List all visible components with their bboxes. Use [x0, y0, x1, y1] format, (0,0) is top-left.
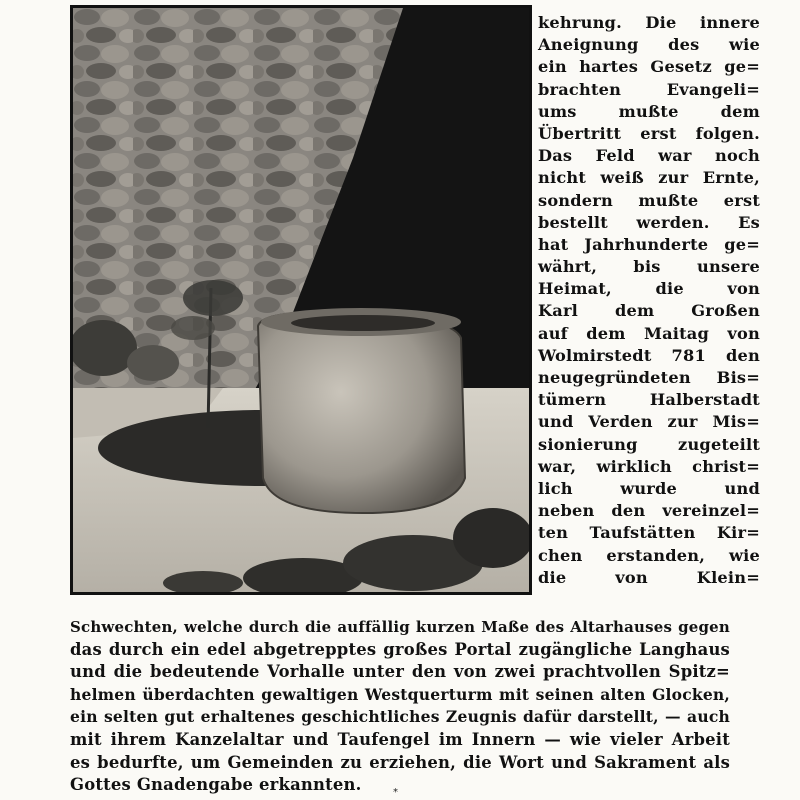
baptismal-font-photo — [70, 5, 532, 595]
text-line: sondern mußte erst — [538, 190, 760, 210]
text-line: war, wirklich christ= — [538, 456, 760, 476]
text-line: Aneignung des wie — [538, 35, 760, 55]
text-line: Das Feld war noch — [538, 146, 760, 166]
text-line: neugegründeten Bis= — [538, 368, 760, 387]
text-line: neben den vereinzel= — [538, 501, 760, 521]
text-line: chen erstanden, wie — [538, 545, 760, 565]
text-line: und Verden zur Mis= — [538, 412, 760, 432]
text-line: Karl dem Großen — [538, 301, 760, 321]
text-line: und die bedeutende Vorhalle unter den von zwei prachtvollen Spitz= — [70, 662, 730, 682]
text-line: tümern Halberstadt — [538, 390, 760, 410]
text-line: hat Jahrhunderte ge= — [538, 234, 760, 254]
text-line: Heimat, die von — [538, 279, 760, 299]
text-line: die von Klein= — [538, 567, 760, 587]
text-line: auf dem Maitag von — [538, 323, 760, 343]
text-line: ein hartes Gesetz ge= — [538, 57, 760, 77]
text-line: ums mußte dem — [538, 101, 760, 121]
text-line: währt, bis unsere — [538, 257, 760, 277]
text-line: es bedurfte, um Gemeinden zu erziehen, die Wort und Sakrament als — [70, 752, 730, 772]
text-line: bestellt werden. Es — [538, 212, 760, 232]
text-line: lich wurde und — [538, 478, 760, 498]
text-line: das durch ein edel abgetrepptes großes Portal zugängliche Langhaus — [70, 639, 730, 659]
text-line: helmen überdachten gewaltigen Westquerturm mit seinen alten Glocken, — [70, 684, 730, 704]
text-line: kehrung. Die innere — [538, 13, 760, 32]
text-line: mit ihrem Kanzelaltar und Taufengel im Innern — wie vieler Arbeit — [70, 729, 730, 749]
text-line: Wolmirstedt 781 den — [538, 345, 760, 365]
text-line: Übertritt erst folgen. — [538, 123, 760, 143]
text-line: nicht weiß zur Ernte, — [538, 168, 760, 188]
text-line: sionierung zugeteilt — [538, 434, 760, 454]
text-line: brachten Evangeli= — [538, 79, 760, 99]
text-line: Schwechten, welche durch die auffällig kurzen Maße des Altarhauses gegen — [70, 618, 730, 636]
text-line: ein selten gut erhaltenes geschichtliches Zeugnis dafür darstellt, — auch — [70, 707, 730, 727]
text-line: ten Taufstätten Kir= — [538, 523, 760, 543]
ornament-star: * — [393, 787, 398, 798]
full-width-text — [70, 616, 730, 797]
photo-illustration — [73, 8, 529, 592]
text-line: Gottes Gnadengabe erkannten. — [70, 775, 362, 795]
column-text — [538, 12, 760, 589]
